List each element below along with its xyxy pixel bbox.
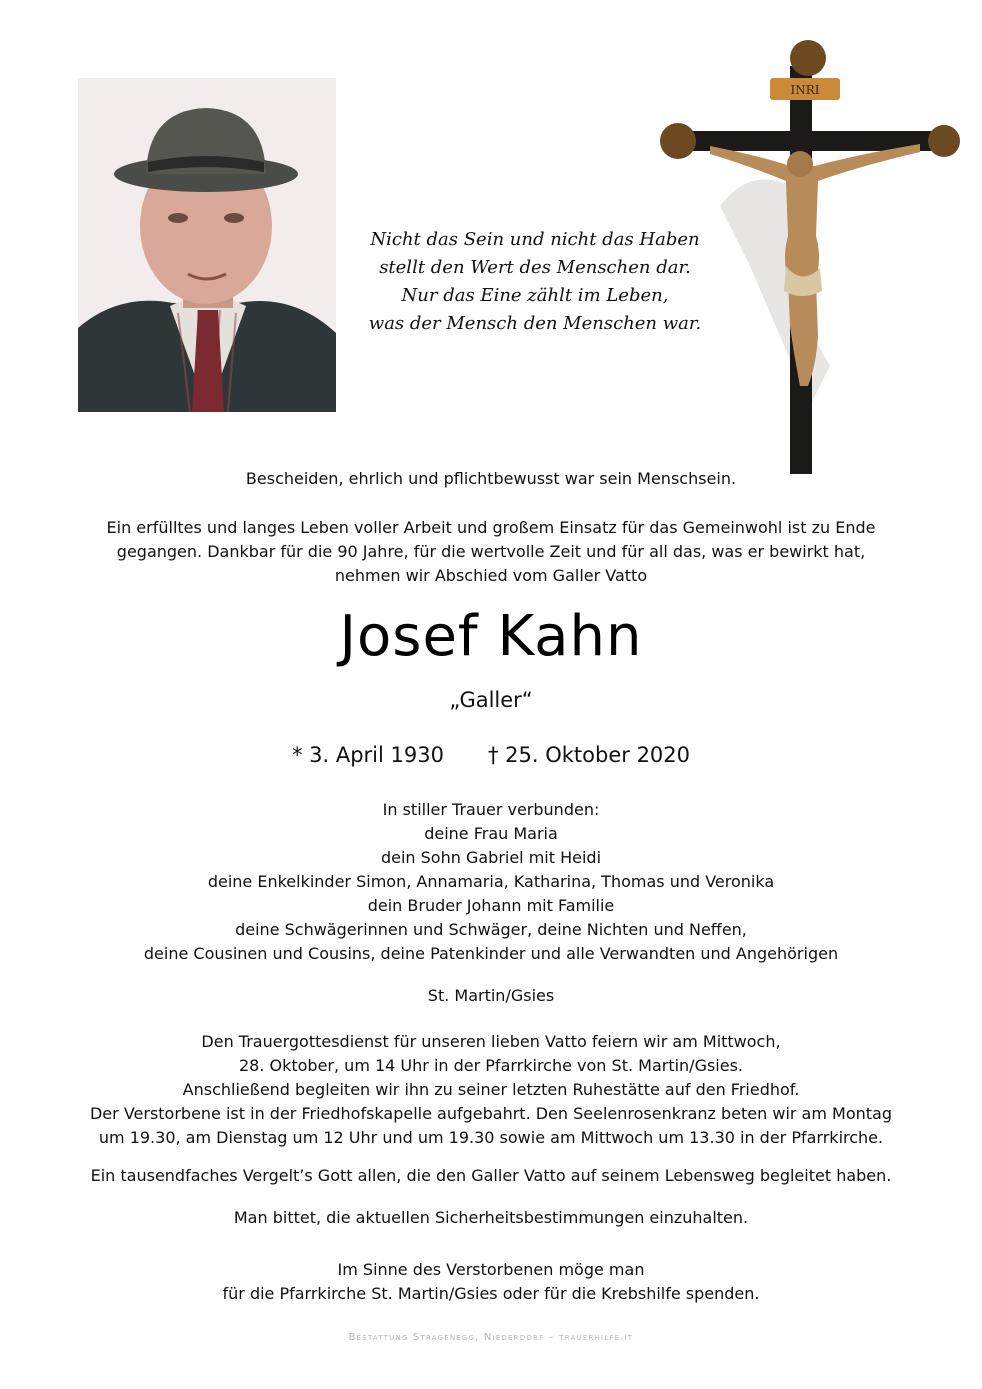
donation-line: Im Sinne des Verstorbenen möge man (337, 1260, 645, 1279)
poem-line: Nur das Eine zählt im Leben, (401, 285, 669, 306)
paragraph-line: nehmen wir Abschied vom Galler Vatto (334, 566, 648, 585)
poem (350, 226, 720, 338)
deceased-name: Josef Kahn (339, 604, 643, 669)
poem-line: stellt den Wert des Menschen dar. (379, 257, 691, 278)
service-line: Der Verstorbene ist in der Friedhofskapelle aufgebahrt. Den Seelenrosenkranz beten wir am Montag (89, 1104, 892, 1123)
safety-notice: Man bittet, die aktuellen Sicherheitsbestimmungen einzuhalten. (233, 1208, 749, 1227)
service-info (0, 1030, 982, 1150)
mourners-line: dein Sohn Gabriel mit Heidi (380, 848, 602, 867)
service-line: Den Trauergottesdienst für unseren lieben Vatto feiern wir am Mittwoch, (201, 1032, 781, 1051)
intro-text: Bescheiden, ehrlich und pflichtbewusst war sein Menschsein. (245, 469, 737, 488)
mourners-line: dein Bruder Johann mit Familie (367, 896, 615, 915)
donation-note (0, 1258, 982, 1306)
service-line: um 19.30, am Dienstag um 12 Uhr und um 19.30 sowie am Mittwoch um 13.30 in der Pfarrkirche. (98, 1128, 884, 1147)
thanks-text: Ein tausendfaches Vergelt’s Gott allen, die den Galler Vatto auf seinem Lebensweg begleitet haben. (90, 1166, 892, 1185)
mourners-line: deine Enkelkinder Simon, Annamaria, Katharina, Thomas und Veronika (207, 872, 775, 891)
birth-date: * 3. April 1930 (291, 743, 444, 767)
cross-inscription: INRI (790, 83, 820, 97)
donation-line: für die Pfarrkirche St. Martin/Gsies oder für die Krebshilfe spenden. (222, 1284, 760, 1303)
service-line: Anschließend begleiten wir ihn zu seiner letzten Ruhestätte auf den Friedhof. (182, 1080, 800, 1099)
life-dates (0, 743, 982, 767)
death-date: † 25. Oktober 2020 (487, 743, 691, 767)
poem-line: Nicht das Sein und nicht das Haben (370, 229, 700, 250)
portrait-photo (78, 78, 336, 412)
paragraph-line: Ein erfülltes und langes Leben voller Arbeit und großem Einsatz für das Gemeinwohl ist zu Ende (106, 518, 876, 537)
obituary-paragraph (0, 516, 982, 588)
portrait-illustration (78, 78, 336, 412)
mourners-line: In stiller Trauer verbunden: (382, 800, 600, 819)
mourners-list (0, 798, 982, 966)
footer-credit: Bestattung Stragenegg, Niederdorf – trauerhilfe.it (348, 1332, 634, 1343)
place: St. Martin/Gsies (427, 986, 555, 1005)
mourners-line: deine Schwägerinnen und Schwäger, deine Nichten und Neffen, (235, 920, 747, 939)
nickname: „Galler“ (449, 688, 533, 712)
paragraph-line: gegangen. Dankbar für die 90 Jahre, für die wertvolle Zeit und für all das, was er bewirkt hat, (116, 542, 866, 561)
mourners-line: deine Cousinen und Cousins, deine Patenkinder und alle Verwandten und Angehörigen (143, 944, 839, 963)
poem-line: was der Mensch den Menschen war. (368, 313, 702, 334)
mourners-line: deine Frau Maria (424, 824, 558, 843)
service-line: 28. Oktober, um 14 Uhr in der Pfarrkirche von St. Martin/Gsies. (238, 1056, 744, 1075)
